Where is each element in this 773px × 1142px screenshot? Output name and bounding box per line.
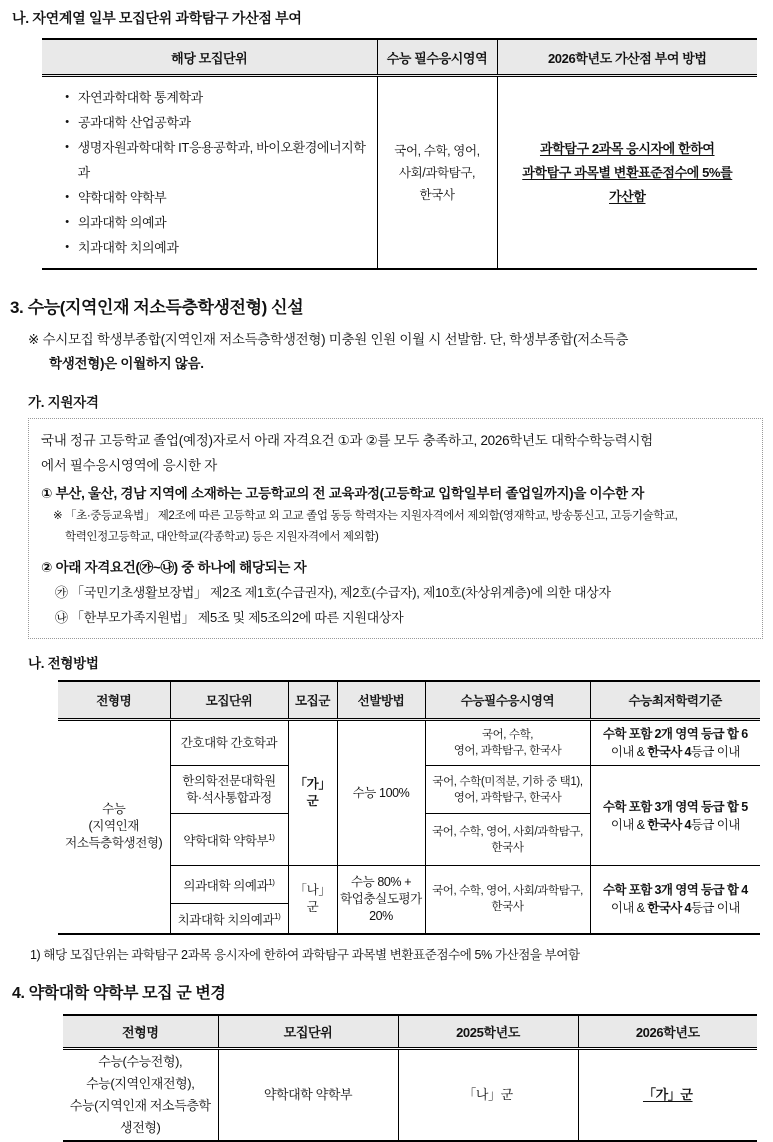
areas-line: 한국사 — [491, 901, 524, 914]
header-group: 모집군 — [288, 681, 337, 720]
group-2026-cell: 「가」군 — [578, 1048, 757, 1141]
min-standard-line — [592, 743, 760, 761]
header-min-standard: 수능최저학력기준 — [590, 681, 760, 720]
admission-name-line: 수능(수능전형), — [98, 1053, 183, 1069]
min-standard-line: 수학 포함 3개 영역 등급 합 4 — [602, 883, 748, 898]
min-text-bold: 한국사 4 — [647, 901, 691, 916]
areas-line: 영어, 과학탐구, 한국사 — [453, 791, 562, 804]
dept-line: 한의학전문대학원 — [182, 773, 276, 788]
bonus-table-header-row — [42, 39, 757, 76]
header-admission-name: 전형명 — [63, 1015, 218, 1049]
dept-list-item — [56, 85, 373, 110]
min-standard-cell — [590, 866, 760, 934]
dept-list-item — [56, 210, 373, 235]
dept-list-item — [56, 110, 373, 135]
min-text-bold: 한국사 4 — [647, 817, 691, 832]
dept-name: 의과대학 의예과 — [183, 879, 269, 894]
group-change-body-row — [63, 1048, 757, 1141]
dept-cell: 약학대학 약학부 — [218, 1048, 398, 1141]
dept-cell — [170, 814, 288, 866]
dept-list-item — [56, 185, 373, 210]
admission-name-line: 수능(지역인재 저소득층학생전형) — [69, 1097, 211, 1135]
eligibility-item-1: ① 부산, 울산, 경남 지역에 소재하는 고등학교의 전 교육과정(고등학교 입학일부터 졸업일까지)을 이수한 자 — [41, 486, 644, 501]
min-standard-line: 수학 포함 3개 영역 등급 합 5 — [602, 799, 748, 814]
group-ga-cell: 「가」군 — [288, 720, 337, 866]
admission-name-line: 저소득층학생전형) — [65, 836, 163, 851]
bullet-icon: • — [65, 116, 69, 128]
min-text-bold: 한국사 4 — [647, 745, 691, 759]
group-change-table — [63, 1014, 757, 1142]
method-table-header-row — [58, 681, 760, 720]
min-standard-line: 수학 포함 2개 영역 등급 합 6 — [602, 727, 748, 741]
areas-line: 국어, 수학(미적분, 기하 중 택1), — [432, 775, 583, 788]
dept-name: 생명자원과학대학 IT응용공학과, 바이오환경에너지학과 — [77, 140, 366, 180]
areas-line: 국어, 수학, 영어, 사회/과학탐구, — [432, 885, 583, 898]
bullet-icon: • — [65, 91, 69, 103]
min-text: 이내 & — [610, 745, 648, 759]
section-b-title: 나. 자연계열 일부 모집단위 과학탐구 가산점 부여 — [12, 10, 302, 26]
min-standard-line — [592, 899, 760, 917]
areas-line: 한국사 — [491, 841, 524, 854]
section-3-title: 3. 수능(지역인재 저소득층학생전형) 신설 — [10, 298, 304, 317]
admission-name-line: 수능(지역인재전형), — [86, 1075, 195, 1091]
eligibility-item-2-sub: ㉮ 「국민기초생활보장법」 제2조 제1호(수급권자), 제2호(수급자), 제10호(차상위계층)에 의한 대상자 — [55, 585, 611, 600]
selection-line: 20% — [369, 908, 393, 923]
group-na-cell: 「나」군 — [288, 866, 337, 934]
dept-name: 약학대학 약학부 — [183, 834, 269, 849]
footnote-ref: 1) — [268, 832, 275, 842]
eligibility-intro-line: 에서 필수응시영역에 응시한 자 — [41, 458, 217, 473]
min-text: 등급 이내 — [690, 901, 740, 916]
admission-name-line: 수능 — [102, 802, 126, 817]
required-areas-cell — [377, 76, 497, 270]
min-text: 등급 이내 — [690, 745, 740, 759]
eligibility-intro-line: 국내 정규 고등학교 졸업(예정)자로서 아래 자격요건 ①과 ②를 모두 충족하고, 2026학년도 대학수학능력시험 — [41, 433, 653, 448]
dept-line: 학·석사통합과정 — [186, 790, 272, 805]
dept-name: 치과대학 치의예과 — [177, 912, 275, 927]
min-standard-cell — [590, 766, 760, 866]
admission-name-cell — [58, 720, 170, 934]
bullet-icon: • — [65, 191, 69, 203]
note-line: ※ 수시모집 학생부종합(지역인재 저소득층학생전형) 미충원 인원 이월 시 선발함. 단, 학생부종합(저소득층 — [28, 332, 629, 347]
selection-ga-cell: 수능 100% — [337, 720, 425, 866]
bonus-method-line: 과학탐구 과목별 변환표준점수에 5%를 — [522, 164, 733, 180]
note-line: 학생전형)은 이월하지 않음. — [49, 356, 204, 371]
footnote-ref: 1) — [268, 877, 275, 887]
eligibility-item-2: ② 아래 자격요건(㉮~㉯) 중 하나에 해당되는 자 — [41, 560, 307, 575]
eligibility-item-1-note-line: ※ 「초·중등교육법」 제2조에 따른 고등학교 외 고교 졸업 동등 학력자는 지원자격에서 제외함(영재학교, 방송통신고, 고등기술학교, — [53, 510, 678, 522]
dept-name: 약학대학 약학부 — [78, 190, 167, 205]
admission-name-cell — [63, 1048, 218, 1141]
dept-cell — [170, 904, 288, 934]
bullet-icon: • — [65, 241, 69, 253]
section-4-title: 4. 약학대학 약학부 모집 군 변경 — [12, 984, 226, 1002]
required-areas-line: 한국사 — [419, 187, 455, 202]
bonus-table-body-row — [42, 76, 757, 270]
dept-name: 의과대학 의예과 — [78, 215, 167, 230]
dept-list-item — [56, 135, 373, 185]
required-areas-line: 국어, 수학, 영어, — [394, 143, 480, 158]
selection-line: 수능 80% + — [350, 874, 412, 889]
min-standard-line — [592, 816, 760, 834]
selection-line: 학업충실도평가 — [340, 891, 422, 906]
dept-cell: 간호대학 간호학과 — [170, 720, 288, 766]
eligibility-item-1-note-line: 학력인정고등학교, 대안학교(각종학교) 등은 지원자격에서 제외함) — [65, 531, 379, 543]
section-3-note — [28, 328, 763, 376]
eligibility-item-2-sub: ㉯ 「한부모가족지원법」 제5조 및 제5조의2에 따른 지원대상자 — [55, 610, 404, 625]
areas-line: 영어, 과학탐구, 한국사 — [453, 745, 562, 757]
group-2025-cell: 「나」군 — [398, 1048, 578, 1141]
required-areas-cell — [425, 720, 590, 766]
header-dept: 모집단위 — [170, 681, 288, 720]
required-areas-line: 사회/과학탐구, — [398, 165, 476, 180]
bullet-icon: • — [65, 216, 69, 228]
dept-name: 공과대학 산업공학과 — [78, 115, 191, 130]
bonus-method-line: 가산함 — [609, 188, 646, 204]
header-required-areas: 수능필수응시영역 — [425, 681, 590, 720]
dept-cell — [170, 766, 288, 814]
header-year-2025: 2025학년도 — [398, 1015, 578, 1049]
group-change-header-row — [63, 1015, 757, 1049]
sub-section-a-title: 가. 지원자격 — [28, 395, 99, 410]
bonus-method-cell — [497, 76, 757, 270]
header-required-areas: 수능 필수응시영역 — [377, 39, 497, 76]
min-text: 이내 & — [610, 817, 648, 832]
bullet-icon: • — [65, 141, 69, 153]
min-standard-cell — [590, 720, 760, 766]
bonus-table — [42, 38, 757, 270]
areas-line: 국어, 수학, 영어, 사회/과학탐구, — [432, 825, 583, 838]
header-selection: 선발방법 — [337, 681, 425, 720]
header-bonus-method: 2026학년도 가산점 부여 방법 — [497, 39, 757, 76]
dept-name: 치과대학 치의예과 — [78, 240, 179, 255]
method-row-nursing — [58, 720, 760, 766]
method-table — [58, 680, 760, 935]
required-areas-cell — [425, 866, 590, 934]
header-admission-name: 전형명 — [58, 681, 170, 720]
areas-line: 국어, 수학, — [481, 729, 534, 741]
footnote-ref: 1) — [274, 911, 281, 921]
admission-name-line: (지역인재 — [88, 819, 139, 834]
dept-cell — [170, 866, 288, 904]
eligibility-box — [28, 418, 763, 639]
min-text: 등급 이내 — [690, 817, 740, 832]
min-text: 이내 & — [610, 901, 648, 916]
required-areas-cell — [425, 766, 590, 814]
dept-list-item — [56, 235, 373, 260]
sub-section-b-title: 나. 전형방법 — [28, 656, 99, 671]
header-dept: 해당 모집단위 — [42, 39, 377, 76]
method-table-footnote: 1) 해당 모집단위는 과학탐구 2과목 응시자에 한하여 과학탐구 과목별 변환표준점수에 5% 가산점을 부여함 — [30, 947, 580, 962]
header-dept: 모집단위 — [218, 1015, 398, 1049]
bonus-method-line: 과학탐구 2과목 응시자에 한하여 — [539, 140, 715, 156]
dept-name: 자연과학대학 통계학과 — [78, 90, 203, 105]
selection-na-cell — [337, 866, 425, 934]
header-year-2026: 2026학년도 — [578, 1015, 757, 1049]
required-areas-cell — [425, 814, 590, 866]
department-list-cell — [42, 76, 377, 270]
